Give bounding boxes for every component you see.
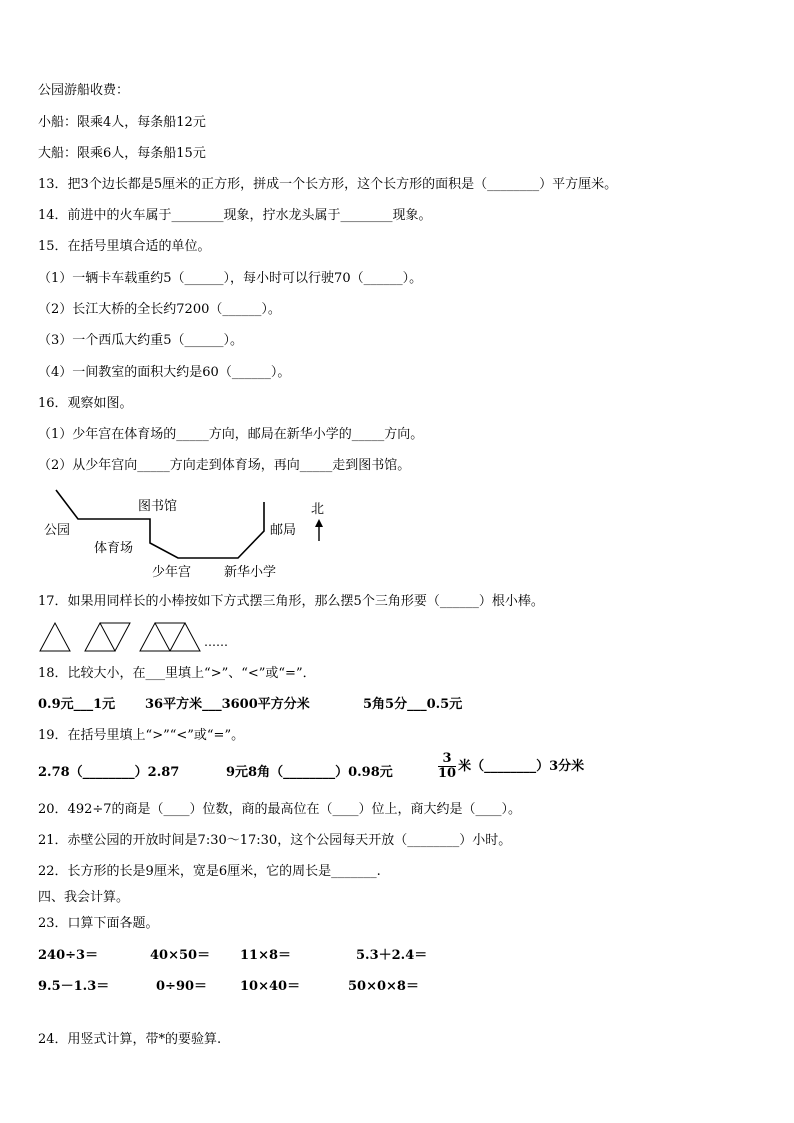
calc-2-3: 10×40＝ — [240, 979, 301, 994]
question-15-4: （4）一间教室的面积大约是60（______）。 — [38, 365, 291, 380]
calc-1-2: 40×50＝ — [150, 948, 211, 963]
map-label-youth-palace: 少年宫 — [152, 565, 192, 580]
question-19-a: 2.78（________）2.87 — [38, 765, 180, 780]
triangle-ellipsis: …… — [204, 635, 228, 649]
map-label-xinhua-school: 新华小学 — [224, 565, 277, 580]
calc-1-3: 11×8＝ — [240, 948, 292, 963]
question-13: 13．把3个边长都是5厘米的正方形，拼成一个长方形，这个长方形的面积是（________）平方厘米。 — [38, 177, 618, 192]
question-18: 18．比较大小，在___里填上“>”、“<”或“=”． — [38, 666, 316, 681]
question-17: 17．如果用同样长的小棒按如下方式摆三角形，那么摆5个三角形要（______）根小棒。 — [38, 594, 544, 609]
question-19-c — [436, 752, 584, 781]
question-22: 22．长方形的长是9厘米，宽是6厘米，它的周长是_______. — [38, 864, 381, 879]
map-label-post-office: 邮局 — [270, 523, 297, 538]
question-19-b: 9元8角（________）0.98元 — [226, 765, 393, 780]
question-18-c: 5角5分___0.5元 — [363, 697, 463, 712]
calc-2-2: 0÷90＝ — [156, 979, 208, 994]
question-15-3: （3）一个西瓜大约重5（______）。 — [38, 333, 244, 348]
question-15-2: （2）长江大桥的全长约7200（______）。 — [38, 302, 281, 317]
fee-title: 公园游船收费： — [38, 83, 130, 98]
question-19: 19．在括号里填上“>”“<”或“=”。 — [38, 728, 245, 743]
map-label-library: 图书馆 — [138, 499, 178, 514]
section-4-title: 四、我会计算。 — [38, 890, 130, 905]
fraction-denominator: 10 — [438, 766, 457, 781]
calc-1-4: 5.3＋2.4＝ — [356, 948, 428, 963]
calc-2-1: 9.5－1.3＝ — [38, 979, 110, 994]
calc-1-1: 240÷3＝ — [38, 948, 99, 963]
big-boat-fee: 大船：限乘6人，每条船15元 — [38, 146, 206, 161]
question-23: 23．口算下面各题。 — [38, 916, 159, 931]
fraction-numerator: 3 — [438, 752, 456, 767]
map-label-stadium: 体育场 — [94, 541, 134, 556]
question-16-2: （2）从少年宫向_____方向走到体育场，再向_____走到图书馆。 — [38, 458, 411, 473]
question-16-1: （1）少年宫在体育场的_____方向，邮局在新华小学的_____方向。 — [38, 427, 424, 442]
small-boat-fee: 小船：限乘4人，每条船12元 — [38, 115, 206, 130]
calc-2-4: 50×0×8＝ — [348, 979, 419, 994]
question-16: 16．观察如图。 — [38, 396, 133, 411]
question-15-1: （1）一辆卡车载重约5（______），每小时可以行驶70（______）。 — [38, 271, 423, 286]
fraction-three-tenths — [438, 752, 456, 781]
map-label-north: 北 — [311, 502, 325, 517]
question-19-c-rest: 米（________）3分米 — [458, 759, 585, 774]
direction-map — [38, 486, 338, 581]
question-14: 14．前进中的火车属于________现象，拧水龙头属于________现象。 — [38, 208, 432, 223]
question-21: 21．赤壁公园的开放时间是7:30～17:30，这个公园每天开放（________）小时。 — [38, 833, 512, 848]
map-label-park: 公园 — [44, 523, 71, 538]
question-18-a: 0.9元___1元 — [38, 697, 116, 712]
triangle-sticks-figure — [38, 620, 248, 654]
question-24: 24．用竖式计算，带*的要验算. — [38, 1032, 222, 1047]
question-15: 15．在括号里填合适的单位。 — [38, 239, 211, 254]
question-18-b: 36平方米___3600平方分米 — [145, 697, 310, 712]
question-20: 20．492÷7的商是（____）位数，商的最高位在（____）位上，商大约是（____）。 — [38, 802, 522, 817]
